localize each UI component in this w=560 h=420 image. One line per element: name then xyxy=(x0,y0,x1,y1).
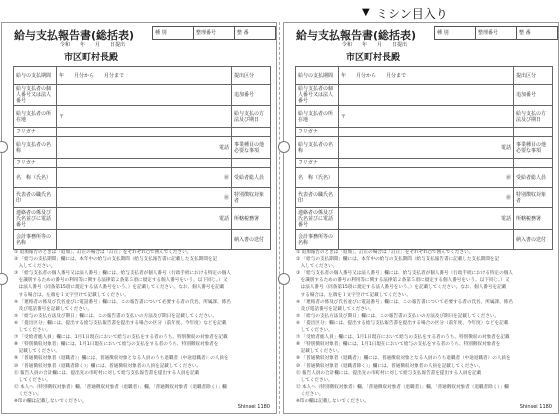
special-collection-label: 特別徴収対象者 xyxy=(232,188,271,208)
furigana-label: フリガナ xyxy=(296,159,339,168)
instruction-line: は法人番号（同条第15項に規定する法人番号をいう。）を記載してください。なお、個人番号を記載 xyxy=(14,285,225,291)
accountant-label: 会計事務所等の名称 xyxy=(14,230,57,250)
header-cell: 整 番 xyxy=(519,30,531,36)
company-name-field[interactable] xyxy=(339,168,514,188)
instruction-line: 入してください。 xyxy=(296,264,338,270)
instruction-line: ⑦ 「受給者総人員」欄には、1月1日現在において給与の支払をする者のうち、特別徴収の対象者を記載 xyxy=(296,335,510,341)
accountant-field[interactable] xyxy=(339,230,514,250)
submission-type-label: 提出区分 xyxy=(514,67,553,85)
instruction-line: ⑨ 「普通徴収対象者（退職者）」欄には、普通徴収対象となる人員のうち退職者（中途退職者）の人員を xyxy=(296,356,511,362)
punch-hole xyxy=(0,273,8,285)
punch-hole xyxy=(278,273,290,285)
instruction-line: ⑦ 「受給者総人員」欄には、1月1日現在において給与の支払をする者のうち、特別徴収の対象者を記載 xyxy=(14,335,228,341)
header-cells xyxy=(434,26,558,40)
furigana-field[interactable] xyxy=(57,159,232,168)
company-name-label: 名 称（氏名） xyxy=(14,168,57,188)
perforation-line xyxy=(279,22,280,414)
instruction-line: を識別するための番号の利用等に関する法律第２条第５項に規定する個人番号をいう。以下同じ。）又 xyxy=(14,278,228,284)
company-name-label: 名 称（氏名） xyxy=(296,168,339,188)
instruction-line: 入してください。 xyxy=(14,264,56,270)
payer-name-field[interactable] xyxy=(339,137,514,159)
header-cell: 種 別 xyxy=(435,27,476,39)
instruction-line: ⑫ 本人へ（特別徴収対象者）欄、「普通徴収対象者（退職者）」欄、「普通徴収対象者（退職者除く）」欄 xyxy=(14,384,227,390)
instruction-line: ⑧ 「特別徴収対象者」欄には、1月1日現在において給与の支払をする者のうち、特別徴収対象者を xyxy=(296,342,501,348)
punch-hole xyxy=(278,141,290,153)
payment-slip-label: 納入書の送付 xyxy=(514,230,553,250)
brand-mark: Shinsei 1180 xyxy=(237,404,270,410)
total-recipients-label: 受給者総人員 xyxy=(514,168,553,188)
representative-field[interactable] xyxy=(339,188,514,208)
form-title: 給与支払報告書(総括表) xyxy=(296,29,417,42)
business-type-label: 事業種目の他必要な事項 xyxy=(514,137,553,159)
period-value: 年 月分から 月分まで xyxy=(57,67,232,85)
contact-label: 連絡者の係及び氏名並びに電話番号 xyxy=(296,208,339,230)
instruction-line: ① 追加報告のときは「追加」、訂正の場合は「訂正」をそれぞれ○で囲んでください。 xyxy=(296,250,474,255)
representative-field[interactable] xyxy=(57,188,232,208)
accountant-label: 会計事務所等の名称 xyxy=(296,230,339,250)
corp-number-label: 給与支払者の個人番号又は法人番号 xyxy=(296,85,339,106)
payment-slip-label: 納入書の送付 xyxy=(232,230,271,250)
tax-office-label: 所轄税務署 xyxy=(514,208,553,230)
instruction-line: ⑪ 報告人員の合計欄には、提出先の市町村に対して給与支払報告書を提出する人員を記載 xyxy=(296,370,482,376)
business-type-label: 事業種目の他必要な事項 xyxy=(232,137,271,159)
instructions xyxy=(296,249,554,405)
contact-field[interactable] xyxy=(57,208,232,230)
furigana-label: フリガナ xyxy=(14,128,57,137)
header-cell: 種 別 xyxy=(153,27,194,39)
instruction-line: 及び電話番号を記載してください。 xyxy=(14,306,93,312)
seal-mark: ㊞ xyxy=(505,195,511,201)
instruction-line: ④ 「連絡者の係及び氏名並びに電話番号」欄には、この報告書について必要する者の氏名、所属課、係名 xyxy=(14,299,231,305)
instruction-line: してください。 xyxy=(296,328,333,334)
instruction-line: ② 「給与の支払期間」欄には、本年中の給与の支払期間（給与支払報告書に記載した支払期間を記 xyxy=(296,257,500,263)
company-name-field[interactable] xyxy=(57,168,232,188)
payment-method-label: 給与支払の方法及び期日 xyxy=(514,106,553,128)
header-cells xyxy=(152,26,276,40)
address-label: 給与支払者の所在地 xyxy=(14,106,57,128)
instruction-line: する場合は、左端を１文字空けて記載してください。 xyxy=(296,292,411,298)
additional-number-label: 追加番号 xyxy=(232,85,271,106)
instruction-line: ⑩ 「普通徴収対象者（退職者除く）」欄には、普通徴収対象者の人員を記載してください。 xyxy=(296,363,484,369)
period-label: 給与の支払期間 xyxy=(14,67,57,85)
furigana-field[interactable] xyxy=(339,159,514,168)
instruction-line: ください。 xyxy=(296,391,324,397)
corp-number-label: 給与支払者の個人番号又は法人番号 xyxy=(14,85,57,106)
instruction-line: ③ 「給与支払者の個人番号又は法人番号」欄には、給与支払者が個人番号（行政手続における特定の個人 xyxy=(296,271,513,277)
instruction-line: ⑨ 「普通徴収対象者（退職者）」欄には、普通徴収対象となる人員のうち退職者（中途退職者）の人員を xyxy=(14,356,229,362)
address-field[interactable]: 〒 xyxy=(57,106,232,128)
period-value: 年 月分から 月分まで xyxy=(339,67,514,85)
header-cell: 整 番 xyxy=(237,30,249,36)
tax-office-label: 所轄税務署 xyxy=(232,208,271,230)
header-cell: 整理番号 xyxy=(476,27,517,39)
instruction-line: ④ 「連絡者の係及び氏名並びに電話番号」欄には、この報告書について必要する者の氏名、所属課、係名 xyxy=(296,299,513,305)
total-recipients-label: 受給者総人員 xyxy=(232,168,271,188)
form-table xyxy=(295,66,553,250)
instruction-line: ※印の欄は記載しないでください。 xyxy=(14,398,87,404)
furigana-field[interactable] xyxy=(57,128,232,137)
instruction-line: ③ 「給与支払者の個人番号又は法人番号」欄には、給与支払者が個人番号（行政手続における特定の個人 xyxy=(14,271,231,277)
payment-method-label: 給与支払の方法及び期日 xyxy=(232,106,271,128)
accountant-field[interactable] xyxy=(57,230,232,250)
perforation-label: ミシン目入り xyxy=(376,7,448,21)
instruction-line: は法人番号（同条第15項に規定する法人番号をいう。）を記載してください。なお、個人番号を記載 xyxy=(296,285,507,291)
instruction-line: ① 追加報告のときは「追加」、訂正の場合は「訂正」をそれぞれ○で囲んでください。 xyxy=(14,250,192,255)
period-label: 給与の支払期間 xyxy=(296,67,339,85)
submission-date: 令和 年 月 日提出 xyxy=(60,42,126,48)
contact-label: 連絡者の係及び氏名並びに電話番号 xyxy=(14,208,57,230)
phone-label: 電話 xyxy=(218,216,229,222)
address-label: 給与支払者の所在地 xyxy=(296,106,339,128)
brand-mark: Shinsei 1180 xyxy=(519,404,552,410)
perforation-banner xyxy=(0,2,560,22)
additional-number-label: 追加番号 xyxy=(514,85,553,106)
instruction-line: してください。 xyxy=(14,377,51,383)
seal-mark: ㊞ xyxy=(223,175,229,181)
instruction-line: を識別するための番号の利用等に関する法律第２条第５項に規定する個人番号をいう。以下同じ。）又 xyxy=(296,278,510,284)
instruction-line: ⑩ 「普通徴収対象者（退職者除く）」欄には、普通徴収対象者の人員を記載してください。 xyxy=(14,363,202,369)
submission-type-label: 提出区分 xyxy=(232,67,271,85)
instruction-line: してください。 xyxy=(14,328,51,334)
punch-hole xyxy=(0,141,8,153)
corp-number-field[interactable] xyxy=(339,85,514,106)
address-field[interactable]: 〒 xyxy=(339,106,514,128)
instruction-line: ⑫ 本人へ（特別徴収対象者）欄、「普通徴収対象者（退職者）」欄、「普通徴収対象者（退職者除く）」欄 xyxy=(296,384,509,390)
contact-field[interactable] xyxy=(339,208,514,230)
instruction-line: してください。 xyxy=(296,377,333,383)
corp-number-field[interactable] xyxy=(57,85,232,106)
arrow-down-icon: ▼ xyxy=(362,7,370,18)
seal-mark: ㊞ xyxy=(223,195,229,201)
instruction-line: ⑤ 「給与の支払方法及び期日」欄には、この報告書の支払いの方法及び期日を記載してください。 xyxy=(14,313,218,319)
payer-name-label: 給与支払者の名称 xyxy=(14,137,57,159)
furigana-field[interactable] xyxy=(339,128,514,137)
payer-name-field[interactable] xyxy=(57,137,232,159)
instruction-line: ⑥ 「提出区分」欄には、提出する給与支払報告書を提出する場合の区分（前年度、今年度）などを記載 xyxy=(14,320,227,326)
seal-mark: ㊞ xyxy=(505,175,511,181)
form-title: 給与支払報告書(総括表) xyxy=(14,29,135,42)
special-collection-label: 特別徴収対象者 xyxy=(514,188,553,208)
instructions xyxy=(14,249,272,405)
mayor-addressee: 市区町村長殿 xyxy=(64,53,119,63)
instruction-line: する場合は、左端を１文字空けて記載してください。 xyxy=(14,292,129,298)
phone-label: 電話 xyxy=(218,145,229,151)
phone-label: 電話 xyxy=(500,145,511,151)
phone-label: 電話 xyxy=(500,216,511,222)
submission-date: 令和 年 月 日提出 xyxy=(342,42,408,48)
payer-name-label: 給与支払者の名称 xyxy=(296,137,339,159)
instruction-line: ⑧ 「特別徴収対象者」欄には、1月1日現在において給与の支払をする者のうち、特別徴収対象者を xyxy=(14,342,219,348)
instruction-line: ⑤ 「給与の支払方法及び期日」欄には、この報告書の支払いの方法及び期日を記載してください。 xyxy=(296,313,500,319)
instruction-line: ください。 xyxy=(14,391,42,397)
representative-label: 代表者の職氏名印 xyxy=(296,188,339,208)
form-table xyxy=(13,66,271,250)
instruction-line: ② 「給与の支払期間」欄には、本年中の給与の支払期間（給与支払報告書に記載した支払期間を記 xyxy=(14,257,218,263)
instruction-line: 記載してください。 xyxy=(296,349,342,355)
header-cell: 整理番号 xyxy=(194,27,235,39)
instruction-line: ※印の欄は記載しないでください。 xyxy=(296,398,369,404)
instruction-line: 及び電話番号を記載してください。 xyxy=(296,306,375,312)
form-sheet-right xyxy=(283,22,559,414)
furigana-label: フリガナ xyxy=(296,128,339,137)
form-sheet-left xyxy=(1,22,277,414)
instruction-line: ⑥ 「提出区分」欄には、提出する給与支払報告書を提出する場合の区分（前年度、今年度）などを記載 xyxy=(296,320,509,326)
mayor-addressee: 市区町村長殿 xyxy=(346,53,401,63)
furigana-label: フリガナ xyxy=(14,159,57,168)
instruction-line: 記載してください。 xyxy=(14,349,60,355)
instruction-line: ⑪ 報告人員の合計欄には、提出先の市町村に対して給与支払報告書を提出する人員を記載 xyxy=(14,370,200,376)
representative-label: 代表者の職氏名印 xyxy=(14,188,57,208)
